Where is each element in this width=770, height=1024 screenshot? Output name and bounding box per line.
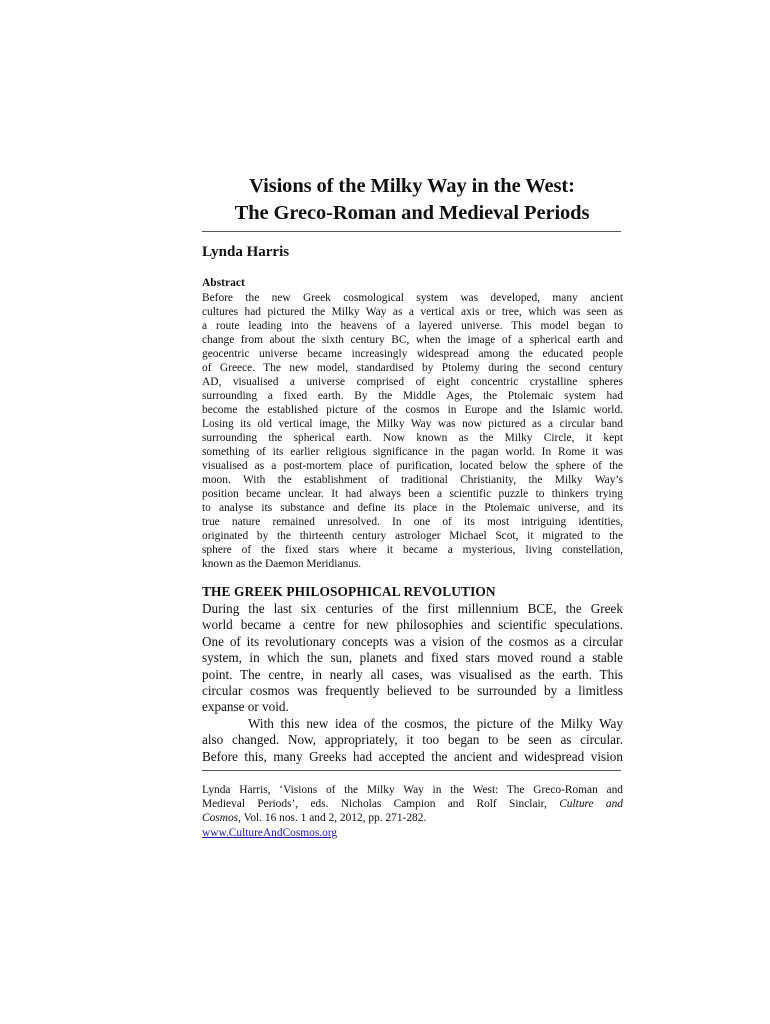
citation-line	[202, 797, 623, 811]
title-divider	[202, 231, 621, 232]
abstract-line: position became unclear. It had always been a scientific puzzle to thinkers trying	[202, 488, 623, 500]
body-line: circular cosmos was frequently believed to be surrounded by a limitless	[202, 683, 623, 699]
paper-title-line-1: Visions of the Milky Way in the West:	[249, 175, 575, 197]
abstract-line: surrounding a fixed earth. By the Middle Ages, the Ptolemaic system had	[202, 390, 623, 402]
journal-name-part: Culture and	[559, 798, 623, 811]
section-body	[202, 601, 623, 765]
abstract-line: known as the Daemon Meridianus.	[202, 558, 362, 570]
abstract-line: visualised as a post-mortem place of purification, located below the sphere of the	[202, 460, 623, 472]
body-line: Before this, many Greeks had accepted the ancient and widespread vision	[202, 748, 623, 764]
abstract-line: AD, visualised a universe comprised of eight concentric crystalline spheres	[202, 376, 623, 388]
abstract-line: become the established picture of the cosmos in Europe and the Islamic world.	[202, 404, 623, 416]
abstract-line: sphere of the fixed stars where it became a mysterious, living constellation,	[202, 544, 623, 556]
citation-line: Lynda Harris, ‘Visions of the Milky Way in the West: The Greco-Roman and	[202, 784, 623, 796]
abstract-line: of Greece. The new model, standardised by Ptolemy during the second century	[202, 362, 623, 374]
abstract-line: to analyse its substance and define its place in the Ptolemaic universe, and its	[202, 502, 623, 514]
abstract-line: something of its earlier religious significance in the pagan world. In Rome it was	[202, 446, 623, 458]
abstract-line: surrounding the spherical earth. Now known as the Milky Circle, it kept	[202, 432, 623, 444]
body-line: point. The centre, in nearly all cases, was visualised as the earth. This	[202, 666, 623, 682]
body-line: With this new idea of the cosmos, the picture of the Milky Way	[248, 715, 623, 731]
citation-text: Medieval Periods’, eds. Nicholas Campion and Rolf Sinclair,	[202, 798, 560, 811]
paper-title	[202, 173, 622, 227]
body-line: During the last six centuries of the first millennium BCE, the Greek	[202, 601, 623, 616]
body-line: expanse or void.	[202, 699, 289, 715]
abstract-line: a route leading into the heavens of a layered universe. This model began to	[202, 320, 623, 332]
abstract-line: moon. With the establishment of traditional Christianity, the Milky Way’s	[202, 474, 623, 486]
abstract-line: Losing its old vertical image, the Milky Way was now pictured as a circular band	[202, 418, 623, 430]
paper-title-line-2: The Greco-Roman and Medieval Periods	[234, 202, 590, 224]
author-name: Lynda Harris	[202, 244, 290, 260]
section-heading: THE GREEK PHILOSOPHICAL REVOLUTION	[202, 584, 496, 599]
abstract-line: cultures had pictured the Milky Way as a vertical axis or tree, which was seen as	[202, 306, 623, 318]
abstract-line: true nature remained unresolved. In one of its most intriguing identities,	[202, 516, 623, 528]
abstract-heading: Abstract	[202, 277, 245, 289]
citation-line	[202, 811, 623, 825]
abstract-line: originated by the thirteenth century astrologer Michael Scot, it migrated to the	[202, 530, 623, 542]
body-line: world became a centre for new philosophies and scientific speculations.	[202, 617, 623, 633]
citation-text: , Vol. 16 nos. 1 and 2, 2012, pp. 271-282.	[238, 812, 427, 825]
journal-name-part: Cosmos	[202, 812, 239, 825]
footnote-divider	[202, 770, 621, 771]
abstract-line: geocentric universe became increasingly widespread among the educated people	[202, 348, 623, 360]
citation-footnote	[202, 783, 623, 840]
body-line: One of its revolutionary concepts was a vision of the cosmos as a circular	[202, 633, 623, 649]
citation-line	[202, 826, 623, 840]
abstract-line: Before the new Greek cosmological system was developed, many ancient	[202, 292, 623, 304]
body-line: also changed. Now, appropriately, it too began to be seen as circular.	[202, 732, 623, 748]
journal-website-link[interactable]: www.CultureAndCosmos.org	[202, 826, 338, 839]
abstract-body	[202, 291, 623, 571]
body-line: system, in which the sun, planets and fixed stars moved round a stable	[202, 650, 623, 666]
abstract-line: change from about the sixth century BC, when the image of a spherical earth and	[202, 334, 623, 346]
